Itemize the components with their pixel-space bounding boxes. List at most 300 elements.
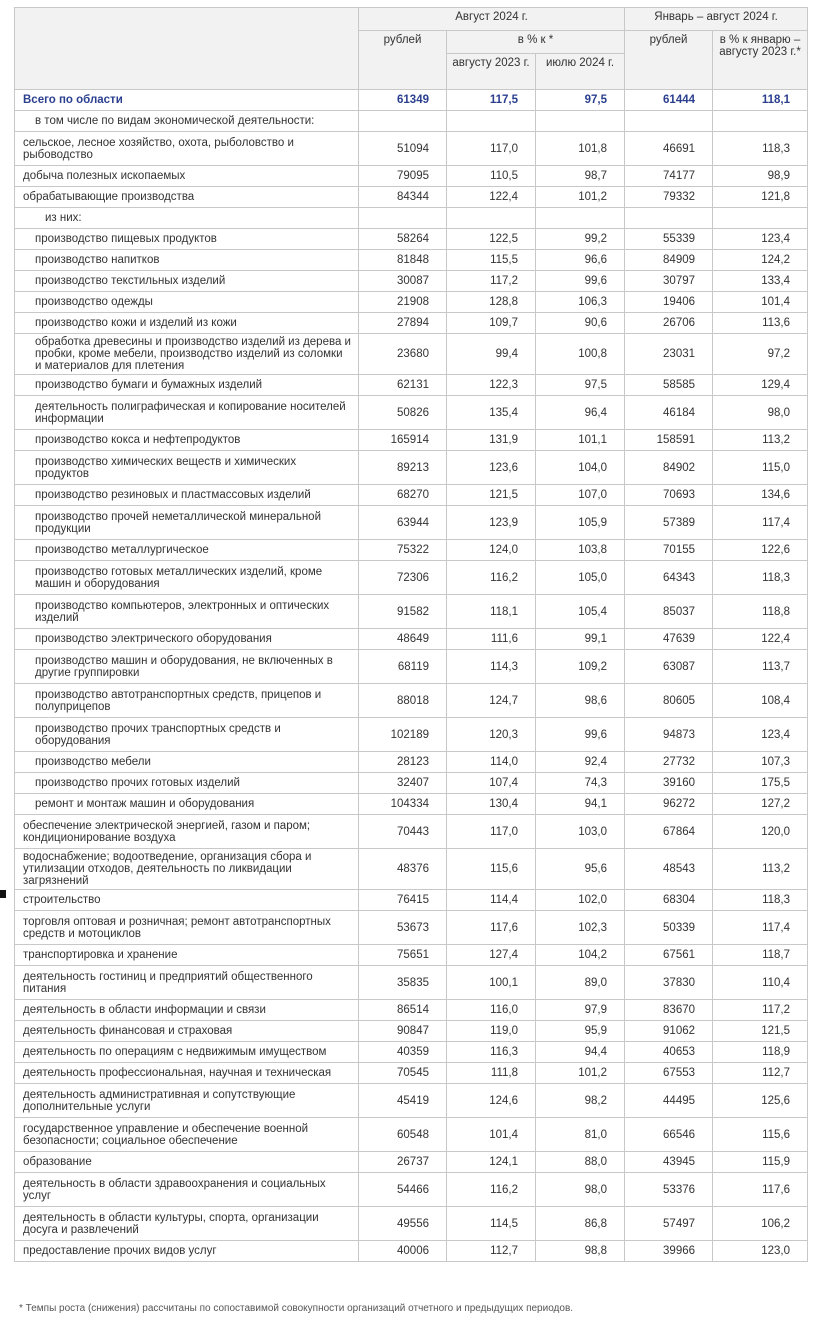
cell-pct-jan-aug-2023: 117,4 bbox=[713, 911, 808, 945]
cell-pct-jul-2024: 101,1 bbox=[536, 430, 625, 451]
table-row bbox=[15, 794, 808, 815]
cell-rub-jan-aug: 74177 bbox=[625, 166, 713, 187]
table-row bbox=[15, 1173, 808, 1207]
cell-pct-jul-2024: 104,0 bbox=[536, 451, 625, 485]
left-edge-marker bbox=[0, 890, 6, 898]
row-label: торговля оптовая и розничная; ремонт автотранспортных средств и мотоциклов bbox=[15, 911, 359, 945]
row-label: добыча полезных ископаемых bbox=[15, 166, 359, 187]
cell-pct-aug-2023: 116,2 bbox=[447, 561, 536, 595]
cell-pct-aug-2023: 117,0 bbox=[447, 815, 536, 849]
cell-pct-jul-2024: 86,8 bbox=[536, 1207, 625, 1241]
table-row bbox=[15, 561, 808, 595]
cell-pct-aug-2023: 115,6 bbox=[447, 849, 536, 890]
cell-pct-jul-2024: 94,4 bbox=[536, 1042, 625, 1063]
table-row bbox=[15, 430, 808, 451]
table-row bbox=[15, 506, 808, 540]
table-row bbox=[15, 451, 808, 485]
cell-pct-aug-2023: 124,0 bbox=[447, 540, 536, 561]
cell-rub-jan-aug: 23031 bbox=[625, 334, 713, 375]
cell-rub-august: 54466 bbox=[359, 1173, 447, 1207]
row-label: производство электрического оборудования bbox=[15, 629, 359, 650]
cell-rub-jan-aug: 85037 bbox=[625, 595, 713, 629]
row-label: из них: bbox=[15, 208, 359, 229]
cell-pct-jul-2024: 104,2 bbox=[536, 945, 625, 966]
cell-rub-jan-aug: 63087 bbox=[625, 650, 713, 684]
cell-rub-august: 48376 bbox=[359, 849, 447, 890]
table-row bbox=[15, 334, 808, 375]
cell-pct-aug-2023: 120,3 bbox=[447, 718, 536, 752]
cell-pct-jan-aug-2023: 122,4 bbox=[713, 629, 808, 650]
cell-rub-jan-aug: 94873 bbox=[625, 718, 713, 752]
cell-pct-aug-2023: 100,1 bbox=[447, 966, 536, 1000]
cell-pct-jan-aug-2023: 121,5 bbox=[713, 1021, 808, 1042]
table-row bbox=[15, 752, 808, 773]
row-label: производство химических веществ и химических продуктов bbox=[15, 451, 359, 485]
cell-rub-august: 53673 bbox=[359, 911, 447, 945]
cell-rub-jan-aug: 68304 bbox=[625, 890, 713, 911]
row-label: деятельность гостиниц и предприятий общественного питания bbox=[15, 966, 359, 1000]
row-label: производство компьютеров, электронных и оптических изделий bbox=[15, 595, 359, 629]
cell-rub-august: 45419 bbox=[359, 1084, 447, 1118]
table-row bbox=[15, 650, 808, 684]
cell-rub-jan-aug: 44495 bbox=[625, 1084, 713, 1118]
cell-pct-aug-2023: 99,4 bbox=[447, 334, 536, 375]
cell-rub-august: 79095 bbox=[359, 166, 447, 187]
cell-pct-aug-2023: 112,7 bbox=[447, 1241, 536, 1262]
row-label: производство кокса и нефтепродуктов bbox=[15, 430, 359, 451]
cell-rub-august: 72306 bbox=[359, 561, 447, 595]
cell-rub-jan-aug: 158591 bbox=[625, 430, 713, 451]
cell-pct-jul-2024 bbox=[536, 111, 625, 132]
cell-rub-august: 51094 bbox=[359, 132, 447, 166]
row-label: производство одежды bbox=[15, 292, 359, 313]
table-row bbox=[15, 890, 808, 911]
cell-rub-jan-aug: 67553 bbox=[625, 1063, 713, 1084]
table-row bbox=[15, 540, 808, 561]
cell-pct-jul-2024: 103,8 bbox=[536, 540, 625, 561]
table-row bbox=[15, 849, 808, 890]
cell-pct-aug-2023: 117,0 bbox=[447, 132, 536, 166]
footnote: * Темпы роста (снижения) рассчитаны по сопоставимой совокупности организаций отчетного и предыдущих периодов. bbox=[19, 1303, 574, 1314]
cell-rub-august bbox=[359, 208, 447, 229]
cell-pct-jan-aug-2023: 113,2 bbox=[713, 849, 808, 890]
cell-pct-aug-2023: 114,3 bbox=[447, 650, 536, 684]
cell-pct-jan-aug-2023: 112,7 bbox=[713, 1063, 808, 1084]
table-row bbox=[15, 90, 808, 111]
cell-pct-jan-aug-2023: 98,0 bbox=[713, 396, 808, 430]
cell-pct-aug-2023: 107,4 bbox=[447, 773, 536, 794]
cell-pct-jul-2024: 98,0 bbox=[536, 1173, 625, 1207]
cell-pct-jan-aug-2023: 134,6 bbox=[713, 485, 808, 506]
cell-pct-jan-aug-2023: 115,0 bbox=[713, 451, 808, 485]
cell-rub-jan-aug: 67864 bbox=[625, 815, 713, 849]
cell-rub-august: 70545 bbox=[359, 1063, 447, 1084]
cell-pct-jan-aug-2023: 101,4 bbox=[713, 292, 808, 313]
row-label: производство прочих готовых изделий bbox=[15, 773, 359, 794]
cell-pct-jul-2024: 109,2 bbox=[536, 650, 625, 684]
cell-pct-jan-aug-2023: 121,8 bbox=[713, 187, 808, 208]
cell-rub-jan-aug bbox=[625, 208, 713, 229]
cell-pct-aug-2023: 114,0 bbox=[447, 752, 536, 773]
cell-pct-jan-aug-2023: 123,4 bbox=[713, 718, 808, 752]
row-label: обработка древесины и производство изделий из дерева и пробки, кроме мебели, производство изделий из соломки и материалов для плетения bbox=[15, 334, 359, 375]
cell-rub-jan-aug: 70693 bbox=[625, 485, 713, 506]
row-label: деятельность по операциям с недвижимым имуществом bbox=[15, 1042, 359, 1063]
cell-rub-jan-aug: 58585 bbox=[625, 375, 713, 396]
cell-pct-jul-2024: 74,3 bbox=[536, 773, 625, 794]
row-label: производство готовых металлических изделий, кроме машин и оборудования bbox=[15, 561, 359, 595]
table-row bbox=[15, 945, 808, 966]
cell-pct-jan-aug-2023: 118,9 bbox=[713, 1042, 808, 1063]
row-label: в том числе по видам экономической деятельности: bbox=[15, 111, 359, 132]
cell-rub-jan-aug: 43945 bbox=[625, 1152, 713, 1173]
cell-rub-august: 91582 bbox=[359, 595, 447, 629]
table-row bbox=[15, 966, 808, 1000]
cell-pct-aug-2023: 116,0 bbox=[447, 1000, 536, 1021]
table-row bbox=[15, 1063, 808, 1084]
cell-rub-jan-aug: 91062 bbox=[625, 1021, 713, 1042]
cell-pct-jul-2024: 88,0 bbox=[536, 1152, 625, 1173]
cell-pct-jan-aug-2023: 113,6 bbox=[713, 313, 808, 334]
cell-pct-jul-2024: 106,3 bbox=[536, 292, 625, 313]
cell-rub-august: 23680 bbox=[359, 334, 447, 375]
cell-pct-aug-2023: 123,9 bbox=[447, 506, 536, 540]
table-row bbox=[15, 773, 808, 794]
cell-pct-aug-2023: 116,3 bbox=[447, 1042, 536, 1063]
cell-rub-jan-aug: 96272 bbox=[625, 794, 713, 815]
cell-rub-august: 40359 bbox=[359, 1042, 447, 1063]
cell-rub-august: 35835 bbox=[359, 966, 447, 1000]
row-label: производство металлургическое bbox=[15, 540, 359, 561]
table-body bbox=[15, 90, 808, 1262]
cell-pct-jan-aug-2023: 113,7 bbox=[713, 650, 808, 684]
row-label: производство бумаги и бумажных изделий bbox=[15, 375, 359, 396]
header-rub-jan-aug: рублей bbox=[625, 31, 713, 90]
cell-pct-jan-aug-2023: 118,3 bbox=[713, 132, 808, 166]
table-row bbox=[15, 292, 808, 313]
cell-rub-august: 102189 bbox=[359, 718, 447, 752]
wages-table bbox=[14, 7, 808, 1262]
cell-pct-aug-2023: 135,4 bbox=[447, 396, 536, 430]
cell-pct-jan-aug-2023: 97,2 bbox=[713, 334, 808, 375]
cell-rub-august bbox=[359, 111, 447, 132]
cell-rub-august: 49556 bbox=[359, 1207, 447, 1241]
cell-rub-jan-aug: 55339 bbox=[625, 229, 713, 250]
cell-pct-aug-2023: 115,5 bbox=[447, 250, 536, 271]
table-row bbox=[15, 718, 808, 752]
cell-pct-aug-2023: 111,8 bbox=[447, 1063, 536, 1084]
cell-pct-aug-2023 bbox=[447, 208, 536, 229]
row-label: производство текстильных изделий bbox=[15, 271, 359, 292]
cell-pct-jul-2024: 100,8 bbox=[536, 334, 625, 375]
cell-rub-jan-aug: 66546 bbox=[625, 1118, 713, 1152]
cell-pct-jul-2024: 98,2 bbox=[536, 1084, 625, 1118]
row-label: транспортировка и хранение bbox=[15, 945, 359, 966]
cell-pct-jul-2024: 96,6 bbox=[536, 250, 625, 271]
cell-pct-aug-2023: 110,5 bbox=[447, 166, 536, 187]
row-label: деятельность в области культуры, спорта, организации досуга и развлечений bbox=[15, 1207, 359, 1241]
cell-pct-jul-2024: 95,9 bbox=[536, 1021, 625, 1042]
cell-rub-jan-aug: 80605 bbox=[625, 684, 713, 718]
cell-rub-august: 48649 bbox=[359, 629, 447, 650]
cell-rub-jan-aug: 53376 bbox=[625, 1173, 713, 1207]
header-pct-to: в % к * bbox=[447, 31, 625, 54]
table-row bbox=[15, 250, 808, 271]
cell-rub-jan-aug: 30797 bbox=[625, 271, 713, 292]
row-label: обрабатывающие производства bbox=[15, 187, 359, 208]
cell-pct-aug-2023: 114,5 bbox=[447, 1207, 536, 1241]
cell-rub-jan-aug: 79332 bbox=[625, 187, 713, 208]
cell-pct-jul-2024: 97,5 bbox=[536, 375, 625, 396]
cell-rub-august: 21908 bbox=[359, 292, 447, 313]
cell-rub-jan-aug: 37830 bbox=[625, 966, 713, 1000]
table-row bbox=[15, 815, 808, 849]
cell-rub-jan-aug: 64343 bbox=[625, 561, 713, 595]
cell-pct-jan-aug-2023: 118,8 bbox=[713, 595, 808, 629]
cell-rub-august: 63944 bbox=[359, 506, 447, 540]
table-row bbox=[15, 271, 808, 292]
row-label: ремонт и монтаж машин и оборудования bbox=[15, 794, 359, 815]
table-row bbox=[15, 111, 808, 132]
cell-pct-jul-2024: 105,4 bbox=[536, 595, 625, 629]
row-label: производство резиновых и пластмассовых изделий bbox=[15, 485, 359, 506]
row-label: производство пищевых продуктов bbox=[15, 229, 359, 250]
table-row bbox=[15, 629, 808, 650]
cell-rub-jan-aug: 47639 bbox=[625, 629, 713, 650]
table-row bbox=[15, 1118, 808, 1152]
cell-rub-august: 30087 bbox=[359, 271, 447, 292]
cell-pct-aug-2023: 122,3 bbox=[447, 375, 536, 396]
header-period-august: Август 2024 г. bbox=[359, 8, 625, 31]
cell-pct-jul-2024: 98,8 bbox=[536, 1241, 625, 1262]
table-row bbox=[15, 187, 808, 208]
cell-rub-jan-aug: 61444 bbox=[625, 90, 713, 111]
table-row bbox=[15, 684, 808, 718]
row-label: деятельность финансовая и страховая bbox=[15, 1021, 359, 1042]
cell-pct-jul-2024: 99,1 bbox=[536, 629, 625, 650]
header-pct-jan-aug: в % к январю – августу 2023 г.* bbox=[713, 31, 808, 90]
cell-pct-jan-aug-2023: 120,0 bbox=[713, 815, 808, 849]
cell-pct-jan-aug-2023: 117,4 bbox=[713, 506, 808, 540]
cell-rub-jan-aug: 40653 bbox=[625, 1042, 713, 1063]
cell-pct-aug-2023: 122,4 bbox=[447, 187, 536, 208]
table-row bbox=[15, 375, 808, 396]
cell-pct-jan-aug-2023: 118,3 bbox=[713, 890, 808, 911]
cell-pct-jul-2024: 89,0 bbox=[536, 966, 625, 1000]
cell-rub-jan-aug: 70155 bbox=[625, 540, 713, 561]
cell-pct-jul-2024: 99,2 bbox=[536, 229, 625, 250]
row-label: производство кожи и изделий из кожи bbox=[15, 313, 359, 334]
cell-pct-aug-2023: 128,8 bbox=[447, 292, 536, 313]
cell-pct-jan-aug-2023: 123,0 bbox=[713, 1241, 808, 1262]
row-label: производство прочих транспортных средств и оборудования bbox=[15, 718, 359, 752]
cell-rub-jan-aug: 67561 bbox=[625, 945, 713, 966]
cell-rub-jan-aug: 46184 bbox=[625, 396, 713, 430]
cell-rub-jan-aug: 83670 bbox=[625, 1000, 713, 1021]
cell-rub-august: 88018 bbox=[359, 684, 447, 718]
cell-pct-jan-aug-2023: 117,6 bbox=[713, 1173, 808, 1207]
cell-rub-jan-aug: 39966 bbox=[625, 1241, 713, 1262]
cell-pct-jul-2024: 97,5 bbox=[536, 90, 625, 111]
table-row bbox=[15, 208, 808, 229]
row-label: деятельность полиграфическая и копирование носителей информации bbox=[15, 396, 359, 430]
cell-pct-jan-aug-2023: 115,6 bbox=[713, 1118, 808, 1152]
cell-rub-august: 76415 bbox=[359, 890, 447, 911]
cell-pct-aug-2023: 101,4 bbox=[447, 1118, 536, 1152]
cell-pct-aug-2023: 119,0 bbox=[447, 1021, 536, 1042]
row-label: деятельность в области здравоохранения и социальных услуг bbox=[15, 1173, 359, 1207]
row-label: производство автотранспортных средств, прицепов и полуприцепов bbox=[15, 684, 359, 718]
cell-pct-jan-aug-2023: 127,2 bbox=[713, 794, 808, 815]
row-label: производство напитков bbox=[15, 250, 359, 271]
table-row bbox=[15, 1152, 808, 1173]
cell-pct-jan-aug-2023: 108,4 bbox=[713, 684, 808, 718]
cell-rub-august: 60548 bbox=[359, 1118, 447, 1152]
header-empty-cell bbox=[15, 8, 359, 90]
table-row bbox=[15, 911, 808, 945]
cell-pct-aug-2023 bbox=[447, 111, 536, 132]
cell-rub-august: 50826 bbox=[359, 396, 447, 430]
cell-pct-aug-2023: 114,4 bbox=[447, 890, 536, 911]
table-header bbox=[15, 8, 808, 90]
row-label: водоснабжение; водоотведение, организация сбора и утилизации отходов, деятельность по ликвидации загрязнений bbox=[15, 849, 359, 890]
cell-pct-jan-aug-2023: 125,6 bbox=[713, 1084, 808, 1118]
cell-pct-jul-2024: 101,8 bbox=[536, 132, 625, 166]
cell-pct-jan-aug-2023: 118,7 bbox=[713, 945, 808, 966]
cell-rub-jan-aug: 46691 bbox=[625, 132, 713, 166]
table-row bbox=[15, 595, 808, 629]
table-row bbox=[15, 313, 808, 334]
cell-pct-jul-2024: 103,0 bbox=[536, 815, 625, 849]
cell-pct-jul-2024: 94,1 bbox=[536, 794, 625, 815]
cell-pct-aug-2023: 124,6 bbox=[447, 1084, 536, 1118]
cell-pct-jul-2024: 105,9 bbox=[536, 506, 625, 540]
cell-rub-jan-aug: 57497 bbox=[625, 1207, 713, 1241]
cell-pct-aug-2023: 131,9 bbox=[447, 430, 536, 451]
cell-pct-jul-2024: 99,6 bbox=[536, 718, 625, 752]
cell-rub-august: 27894 bbox=[359, 313, 447, 334]
row-label: строительство bbox=[15, 890, 359, 911]
cell-pct-aug-2023: 121,5 bbox=[447, 485, 536, 506]
cell-rub-august: 28123 bbox=[359, 752, 447, 773]
cell-pct-jul-2024: 96,4 bbox=[536, 396, 625, 430]
cell-rub-august: 81848 bbox=[359, 250, 447, 271]
cell-rub-august: 84344 bbox=[359, 187, 447, 208]
cell-pct-jul-2024: 95,6 bbox=[536, 849, 625, 890]
cell-pct-jan-aug-2023: 118,3 bbox=[713, 561, 808, 595]
cell-pct-aug-2023: 109,7 bbox=[447, 313, 536, 334]
cell-pct-aug-2023: 116,2 bbox=[447, 1173, 536, 1207]
cell-rub-august: 62131 bbox=[359, 375, 447, 396]
row-label: деятельность административная и сопутствующие дополнительные услуги bbox=[15, 1084, 359, 1118]
cell-pct-jul-2024 bbox=[536, 208, 625, 229]
table-row bbox=[15, 485, 808, 506]
cell-rub-jan-aug: 19406 bbox=[625, 292, 713, 313]
cell-rub-august: 68270 bbox=[359, 485, 447, 506]
cell-pct-jan-aug-2023: 133,4 bbox=[713, 271, 808, 292]
cell-pct-jul-2024: 107,0 bbox=[536, 485, 625, 506]
table-row bbox=[15, 1241, 808, 1262]
cell-rub-august: 32407 bbox=[359, 773, 447, 794]
table-row bbox=[15, 229, 808, 250]
cell-pct-jan-aug-2023 bbox=[713, 111, 808, 132]
cell-pct-aug-2023: 117,5 bbox=[447, 90, 536, 111]
cell-pct-jan-aug-2023: 175,5 bbox=[713, 773, 808, 794]
cell-pct-aug-2023: 127,4 bbox=[447, 945, 536, 966]
cell-rub-august: 40006 bbox=[359, 1241, 447, 1262]
cell-rub-jan-aug: 39160 bbox=[625, 773, 713, 794]
cell-pct-jan-aug-2023: 129,4 bbox=[713, 375, 808, 396]
cell-rub-august: 165914 bbox=[359, 430, 447, 451]
table-row bbox=[15, 132, 808, 166]
cell-pct-jul-2024: 92,4 bbox=[536, 752, 625, 773]
header-pct-aug-2023: августу 2023 г. bbox=[447, 54, 536, 90]
cell-rub-august: 75651 bbox=[359, 945, 447, 966]
cell-pct-jan-aug-2023: 107,3 bbox=[713, 752, 808, 773]
row-label: сельское, лесное хозяйство, охота, рыболовство и рыбоводство bbox=[15, 132, 359, 166]
cell-rub-august: 70443 bbox=[359, 815, 447, 849]
cell-pct-aug-2023: 111,6 bbox=[447, 629, 536, 650]
row-label: деятельность профессиональная, научная и техническая bbox=[15, 1063, 359, 1084]
row-label: государственное управление и обеспечение военной безопасности; социальное обеспечение bbox=[15, 1118, 359, 1152]
cell-pct-jan-aug-2023: 123,4 bbox=[713, 229, 808, 250]
cell-rub-august: 104334 bbox=[359, 794, 447, 815]
row-label: производство машин и оборудования, не включенных в другие группировки bbox=[15, 650, 359, 684]
header-rub-august: рублей bbox=[359, 31, 447, 90]
table-row bbox=[15, 166, 808, 187]
cell-rub-august: 86514 bbox=[359, 1000, 447, 1021]
table-row bbox=[15, 1084, 808, 1118]
table-row bbox=[15, 396, 808, 430]
cell-pct-aug-2023: 124,7 bbox=[447, 684, 536, 718]
cell-pct-jul-2024: 105,0 bbox=[536, 561, 625, 595]
header-period-jan-aug: Январь – август 2024 г. bbox=[625, 8, 808, 31]
cell-pct-jan-aug-2023: 117,2 bbox=[713, 1000, 808, 1021]
cell-rub-jan-aug: 84902 bbox=[625, 451, 713, 485]
cell-pct-jan-aug-2023: 124,2 bbox=[713, 250, 808, 271]
cell-pct-jul-2024: 99,6 bbox=[536, 271, 625, 292]
table-row bbox=[15, 1207, 808, 1241]
row-label: производство мебели bbox=[15, 752, 359, 773]
cell-rub-august: 58264 bbox=[359, 229, 447, 250]
header-pct-jul-2024: июлю 2024 г. bbox=[536, 54, 625, 90]
cell-pct-jul-2024: 98,7 bbox=[536, 166, 625, 187]
cell-rub-august: 68119 bbox=[359, 650, 447, 684]
cell-pct-aug-2023: 123,6 bbox=[447, 451, 536, 485]
cell-pct-jul-2024: 101,2 bbox=[536, 187, 625, 208]
cell-pct-aug-2023: 122,5 bbox=[447, 229, 536, 250]
cell-rub-jan-aug: 48543 bbox=[625, 849, 713, 890]
cell-rub-august: 26737 bbox=[359, 1152, 447, 1173]
cell-rub-august: 75322 bbox=[359, 540, 447, 561]
row-label: образование bbox=[15, 1152, 359, 1173]
cell-pct-jul-2024: 98,6 bbox=[536, 684, 625, 718]
table-row bbox=[15, 1021, 808, 1042]
cell-pct-jul-2024: 81,0 bbox=[536, 1118, 625, 1152]
cell-pct-jan-aug-2023: 115,9 bbox=[713, 1152, 808, 1173]
cell-pct-jul-2024: 97,9 bbox=[536, 1000, 625, 1021]
cell-rub-august: 90847 bbox=[359, 1021, 447, 1042]
cell-rub-jan-aug: 27732 bbox=[625, 752, 713, 773]
cell-pct-jul-2024: 90,6 bbox=[536, 313, 625, 334]
cell-pct-aug-2023: 117,6 bbox=[447, 911, 536, 945]
cell-pct-jan-aug-2023: 122,6 bbox=[713, 540, 808, 561]
cell-pct-jul-2024: 101,2 bbox=[536, 1063, 625, 1084]
cell-pct-jan-aug-2023: 110,4 bbox=[713, 966, 808, 1000]
cell-rub-jan-aug: 84909 bbox=[625, 250, 713, 271]
cell-pct-jan-aug-2023: 118,1 bbox=[713, 90, 808, 111]
cell-pct-jan-aug-2023: 106,2 bbox=[713, 1207, 808, 1241]
